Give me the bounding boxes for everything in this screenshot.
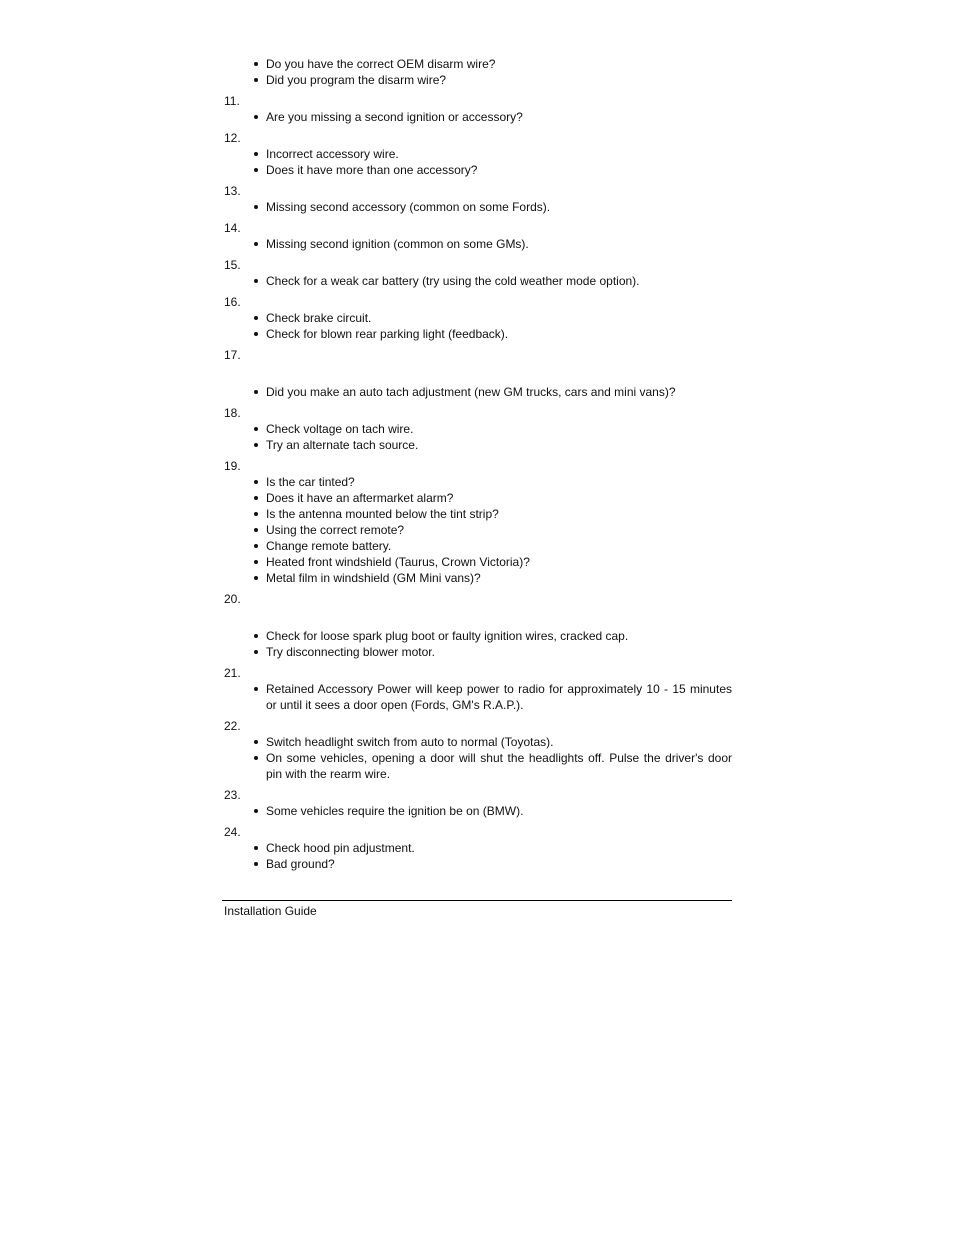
- entry-number: 23.: [224, 788, 241, 802]
- list-item: Using the correct remote?: [224, 522, 732, 538]
- intro-list: [224, 56, 732, 88]
- entry-number: 11.: [224, 94, 240, 108]
- entry-list: [224, 199, 732, 215]
- entry-list: [224, 421, 732, 453]
- list-item: Some vehicles require the ignition be on (BMW).: [224, 803, 732, 819]
- list-item: Check for blown rear parking light (feedback).: [224, 326, 732, 342]
- list-item: Incorrect accessory wire.: [224, 146, 732, 162]
- list-item: Check voltage on tach wire.: [224, 421, 732, 437]
- entry-list: [224, 681, 732, 713]
- entry-list: [224, 109, 732, 125]
- entry-number: 12.: [224, 131, 241, 145]
- list-item: Does it have an aftermarket alarm?: [224, 490, 732, 506]
- entry-number: 16.: [224, 295, 241, 309]
- list-item: Did you make an auto tach adjustment (new GM trucks, cars and mini vans)?: [224, 384, 732, 400]
- entry-list: [224, 310, 732, 342]
- list-item: Metal film in windshield (GM Mini vans)?: [224, 570, 732, 586]
- list-item: Is the antenna mounted below the tint strip?: [224, 506, 732, 522]
- list-item: Missing second ignition (common on some GMs).: [224, 236, 732, 252]
- document-body: [224, 56, 732, 872]
- list-item: Retained Accessory Power will keep power to radio for approximately 10 - 15 minutes or until it sees a door open (Fords, GM's R.A.P.).: [224, 681, 732, 713]
- entry-list: [224, 236, 732, 252]
- list-item: Check hood pin adjustment.: [224, 840, 732, 856]
- list-item: Is the car tinted?: [224, 474, 732, 490]
- entry-list: [224, 734, 732, 782]
- entry-number: 17.: [224, 348, 241, 362]
- entry-list: [224, 273, 732, 289]
- list-item: Check brake circuit.: [224, 310, 732, 326]
- entry-number: 15.: [224, 258, 241, 272]
- entry-list: [224, 628, 732, 660]
- entry-number: 24.: [224, 825, 241, 839]
- footer-divider: [222, 900, 732, 901]
- list-item: Did you program the disarm wire?: [224, 72, 732, 88]
- list-item: Check for a weak car battery (try using the cold weather mode option).: [224, 273, 732, 289]
- list-item: On some vehicles, opening a door will shut the headlights off. Pulse the driver's door pin with the rearm wire.: [224, 750, 732, 782]
- footer-title: Installation Guide: [224, 904, 317, 918]
- list-item: Try disconnecting blower motor.: [224, 644, 732, 660]
- entry-number: 21.: [224, 666, 241, 680]
- list-item: Check for loose spark plug boot or faulty ignition wires, cracked cap.: [224, 628, 732, 644]
- entry-list: [224, 146, 732, 178]
- entry-number: 18.: [224, 406, 241, 420]
- entry-number: 19.: [224, 459, 241, 473]
- list-item: Heated front windshield (Taurus, Crown Victoria)?: [224, 554, 732, 570]
- entry-list: [224, 840, 732, 872]
- entry-number: 13.: [224, 184, 241, 198]
- entry-list: [224, 474, 732, 586]
- entry-number: 14.: [224, 221, 241, 235]
- list-item: Try an alternate tach source.: [224, 437, 732, 453]
- entry-number: 20.: [224, 592, 241, 606]
- entry-list: [224, 384, 732, 400]
- list-item: Switch headlight switch from auto to normal (Toyotas).: [224, 734, 732, 750]
- list-item: Do you have the correct OEM disarm wire?: [224, 56, 732, 72]
- list-item: Does it have more than one accessory?: [224, 162, 732, 178]
- list-item: Change remote battery.: [224, 538, 732, 554]
- entry-number: 22.: [224, 719, 241, 733]
- list-item: Are you missing a second ignition or accessory?: [224, 109, 732, 125]
- list-item: Missing second accessory (common on some Fords).: [224, 199, 732, 215]
- list-item: Bad ground?: [224, 856, 732, 872]
- entry-list: [224, 803, 732, 819]
